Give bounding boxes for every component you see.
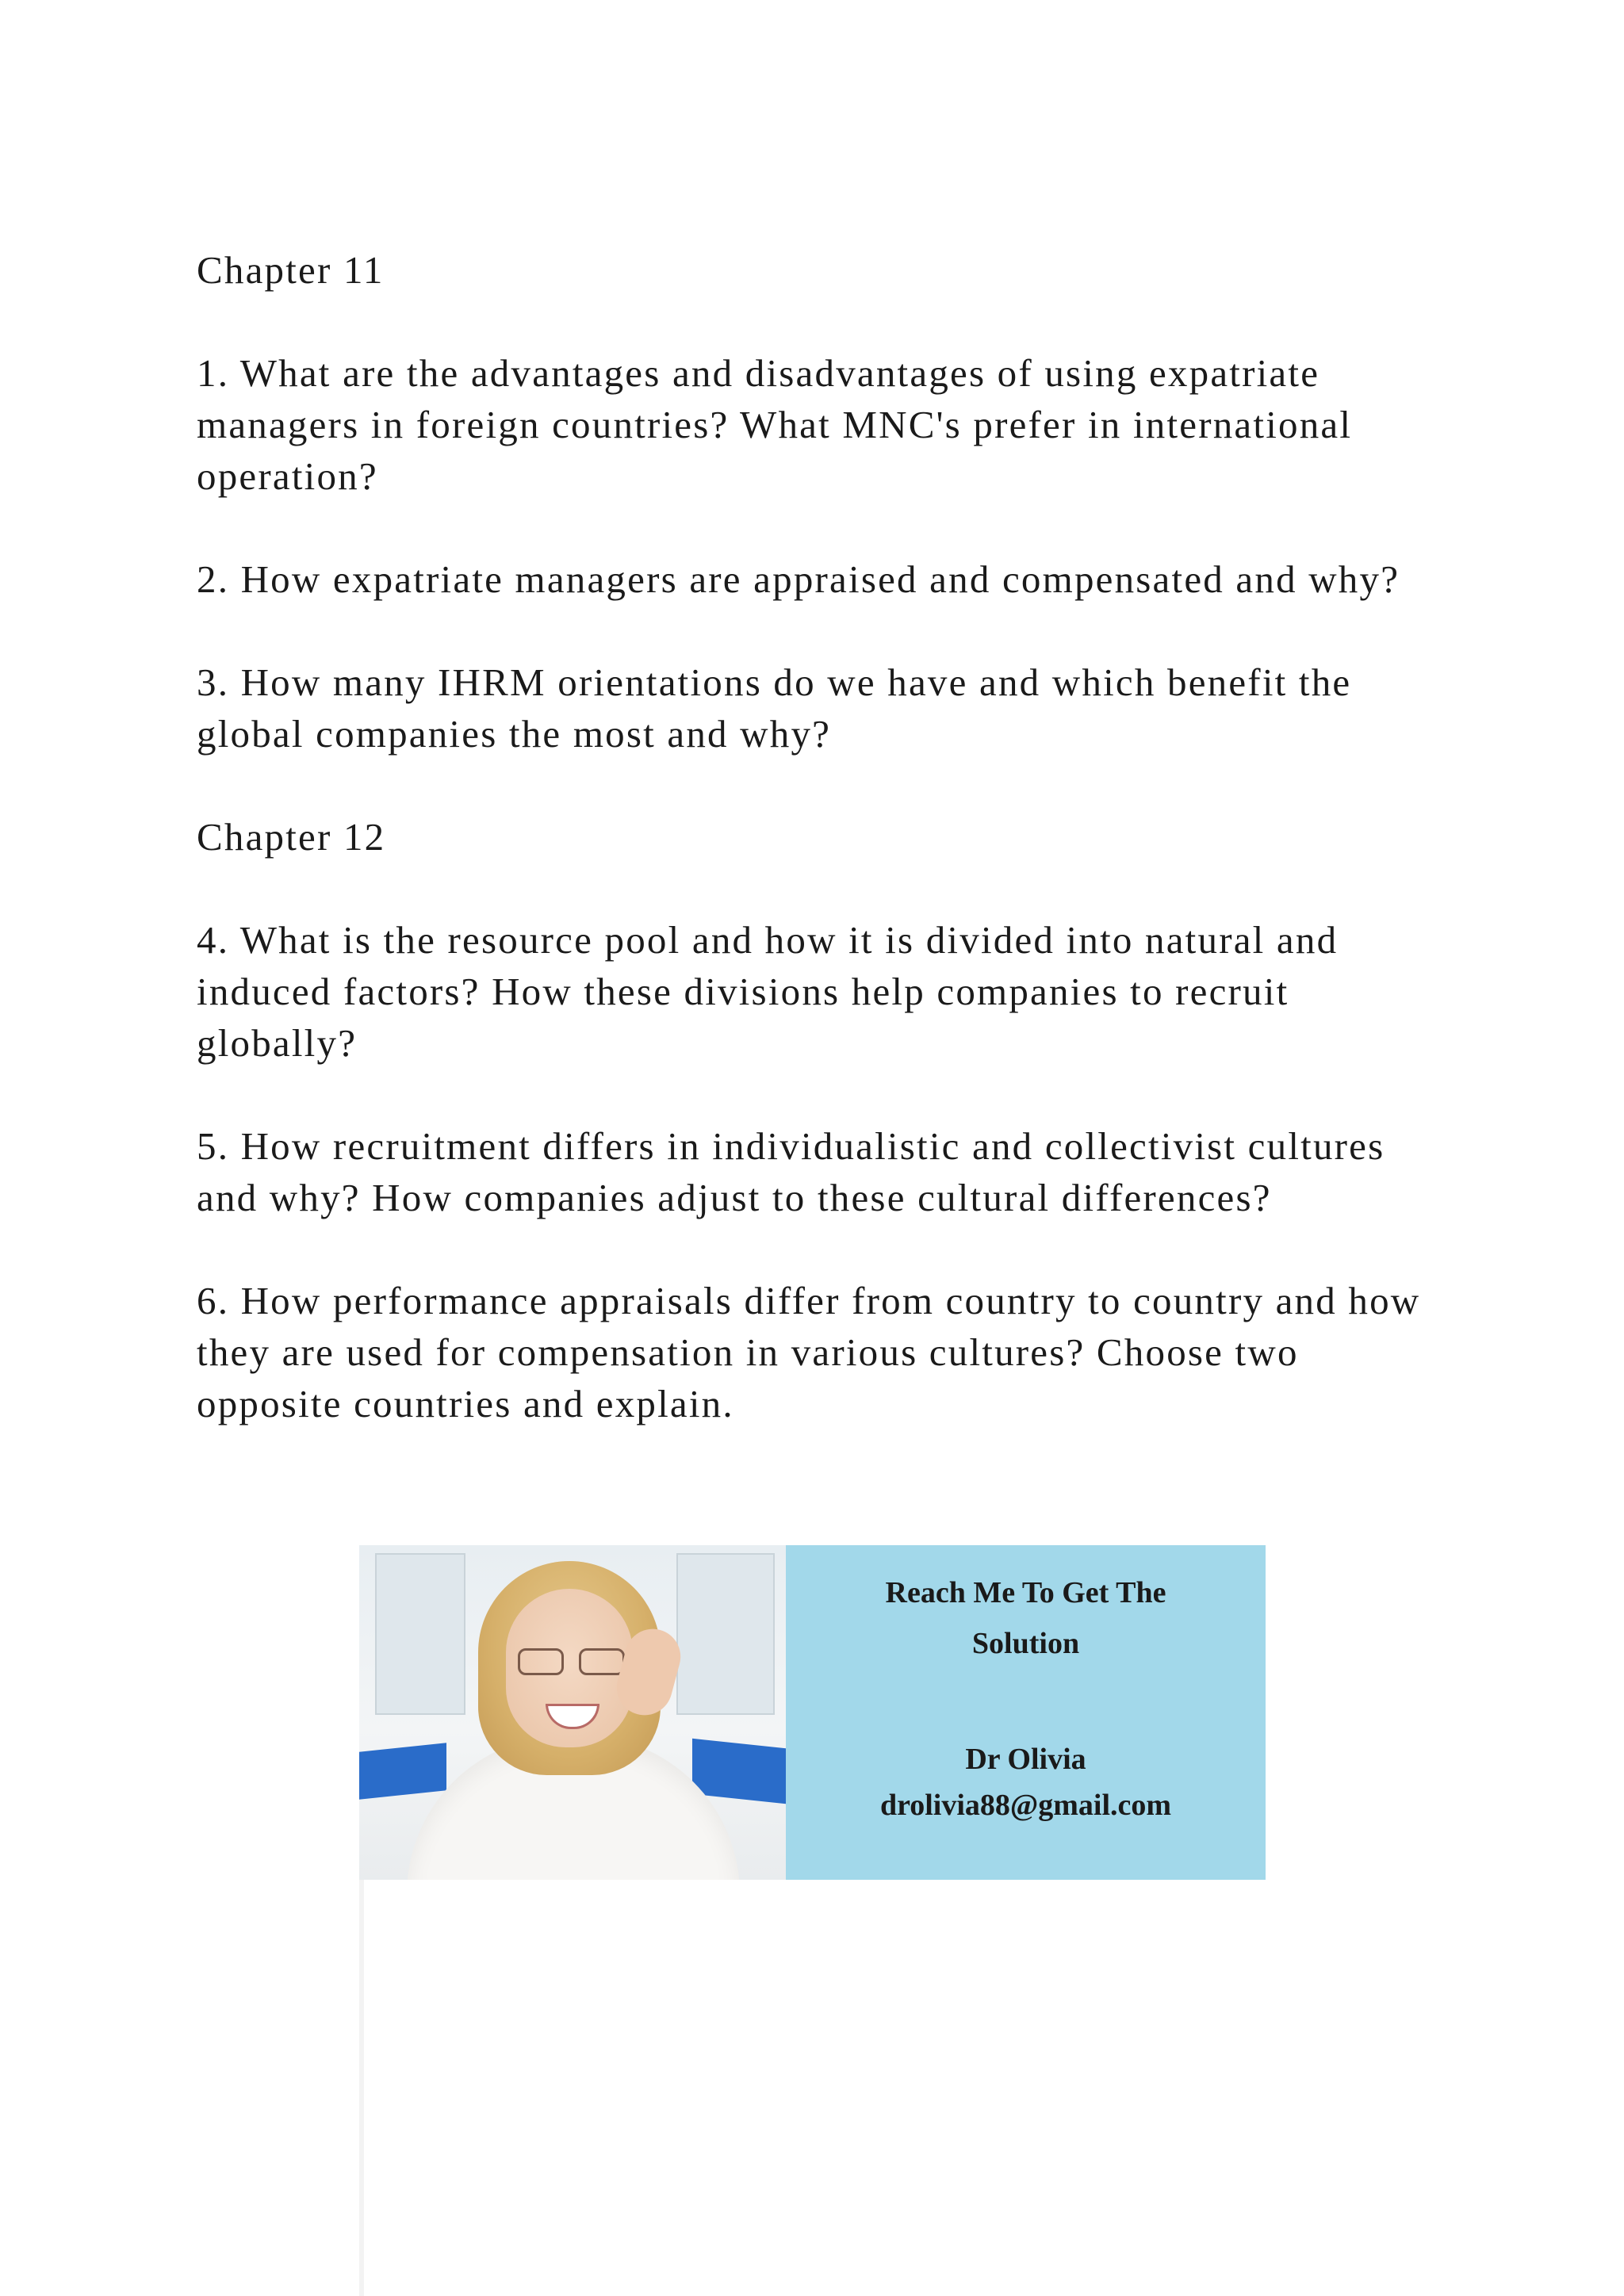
banner-headline-cont: Solution xyxy=(971,1627,1080,1660)
chapter-heading: Chapter 12 xyxy=(197,815,386,859)
chapter-heading: Chapter 11 xyxy=(197,248,385,292)
question-2: 2. How expatriate managers are appraised and compensated and why? xyxy=(197,557,1400,601)
contact-info-panel xyxy=(786,1545,1266,1880)
contact-email: drolivia88@gmail.com xyxy=(879,1789,1172,1822)
question-4: 4. What is the resource pool and how it is divided into natural and induced factors? How these divisions help companies to recruit globally? xyxy=(197,918,1339,1065)
divider xyxy=(359,1880,364,2296)
question-6: 6. How performance appraisals differ from country to country and how they are used for compensation in various cultures? Choose two opposite countries and explain. xyxy=(197,1279,1421,1425)
banner-headline: Reach Me To Get The xyxy=(885,1576,1166,1609)
woman-photo xyxy=(359,1545,786,1880)
contact-name: Dr Olivia xyxy=(965,1743,1086,1776)
contact-banner xyxy=(359,1545,1266,1880)
question-1: 1. What are the advantages and disadvantages of using expatriate managers in foreign countries? What MNC's prefer in international operation? xyxy=(197,351,1353,498)
question-5: 5. How recruitment differs in individualistic and collectivist cultures and why? How companies adjust to these cultural differences? xyxy=(197,1124,1385,1219)
document-body xyxy=(197,244,1434,1429)
question-3: 3. How many IHRM orientations do we have and which benefit the global companies the most and why? xyxy=(197,660,1352,756)
